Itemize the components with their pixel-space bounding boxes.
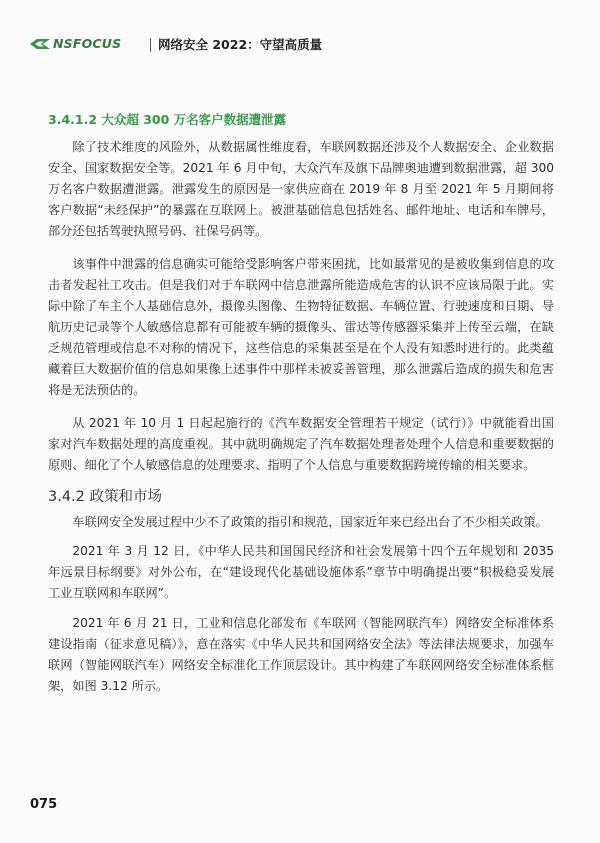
body-paragraph: 从 2021 年 10 月 1 日起起施行的《汽车数据安全管理若干规定（试行）》中就能看出国家对汽车数据处理的高度重视。其中就明确规定了汽车数据处理者处理个人信息和重要数据的原则、细化了个人敏感信息的处理要求、指明了个人信息与重要数据跨境传输的相关要求。 [48,416,554,472]
brand-name: NSFOCUS [53,36,122,51]
subsection-heading: 3.4.2 政策和市场 [48,489,163,505]
body-paragraph: 2021 年 3 月 12 日，《中华人民共和国国民经济和社会发展第十四个五年规划和 2035 年远景目标纲要》对外公布，在“建设现代化基础设施体系”章节中明确提出要“积极稳妥发展工业互联网和车联网”。 [48,544,554,600]
report-title: 网络安全 2022：守望高质量 [158,37,323,52]
page-header [0,22,600,62]
page-number: 075 [30,797,58,812]
header-divider [150,38,151,52]
section-heading: 3.4.1.2 大众超 300 万名客户数据遭泄露 [48,112,287,127]
nsfocus-logo [29,36,121,51]
body-paragraph: 除了技术维度的风险外，从数据属性维度看，车联网数据还涉及个人数据安全、企业数据安全、国家数据安全等。2021 年 6 月中旬，大众汽车及旗下品牌奥迪遭到数据泄露，超 300 万名客户数据遭泄露。泄露发生的原因是一家供应商在 2019 年 8 月至 2021 年 5 月期间将客户数据“未经保护”的暴露在互联网上。被泄基础信息包括姓名、邮件地址、电话和车牌号，部分还包括驾驶执照号码、社保号码等。 [48,140,554,238]
body-paragraph: 车联网安全发展过程中少不了政策的指引和规范，国家近年来已经出台了不少相关政策。 [72,515,548,529]
body-paragraph: 2021 年 6 月 21 日，工业和信息化部发布《车联网（智能网联汽车）网络安全标准体系建设指南（征求意见稿）》，意在落实《中华人民共和国网络安全法》等法律法规要求，加强车联网（智能网联汽车）网络安全标准化工作顶层设计。其中构建了车联网网络安全标准体系框架，如图 3.12 所示。 [48,616,554,693]
nsfocus-logo-icon [29,37,51,51]
body-paragraph: 该事件中泄露的信息确实可能给受影响客户带来困扰，比如最常见的是被收集到信息的攻击者发起社工攻击。但是我们对于车联网中信息泄露所能造成危害的认识不应该局限于此。实际中除了车主个人基础信息外，摄像头图像、生物特征数据、车辆位置、行驶速度和日期、导航历史记录等个人敏感信息都有可能被车辆的摄像头、雷达等传感器采集并上传至云端，在缺乏规范管理或信息不对称的情况下，这些信息的采集甚至是在个人没有知悉时进行的。此类蕴藏着巨大数据价值的信息如果像上述事件中那样未被妥善管理，那么泄露后造成的损失和危害将是无法预估的。 [48,257,554,397]
